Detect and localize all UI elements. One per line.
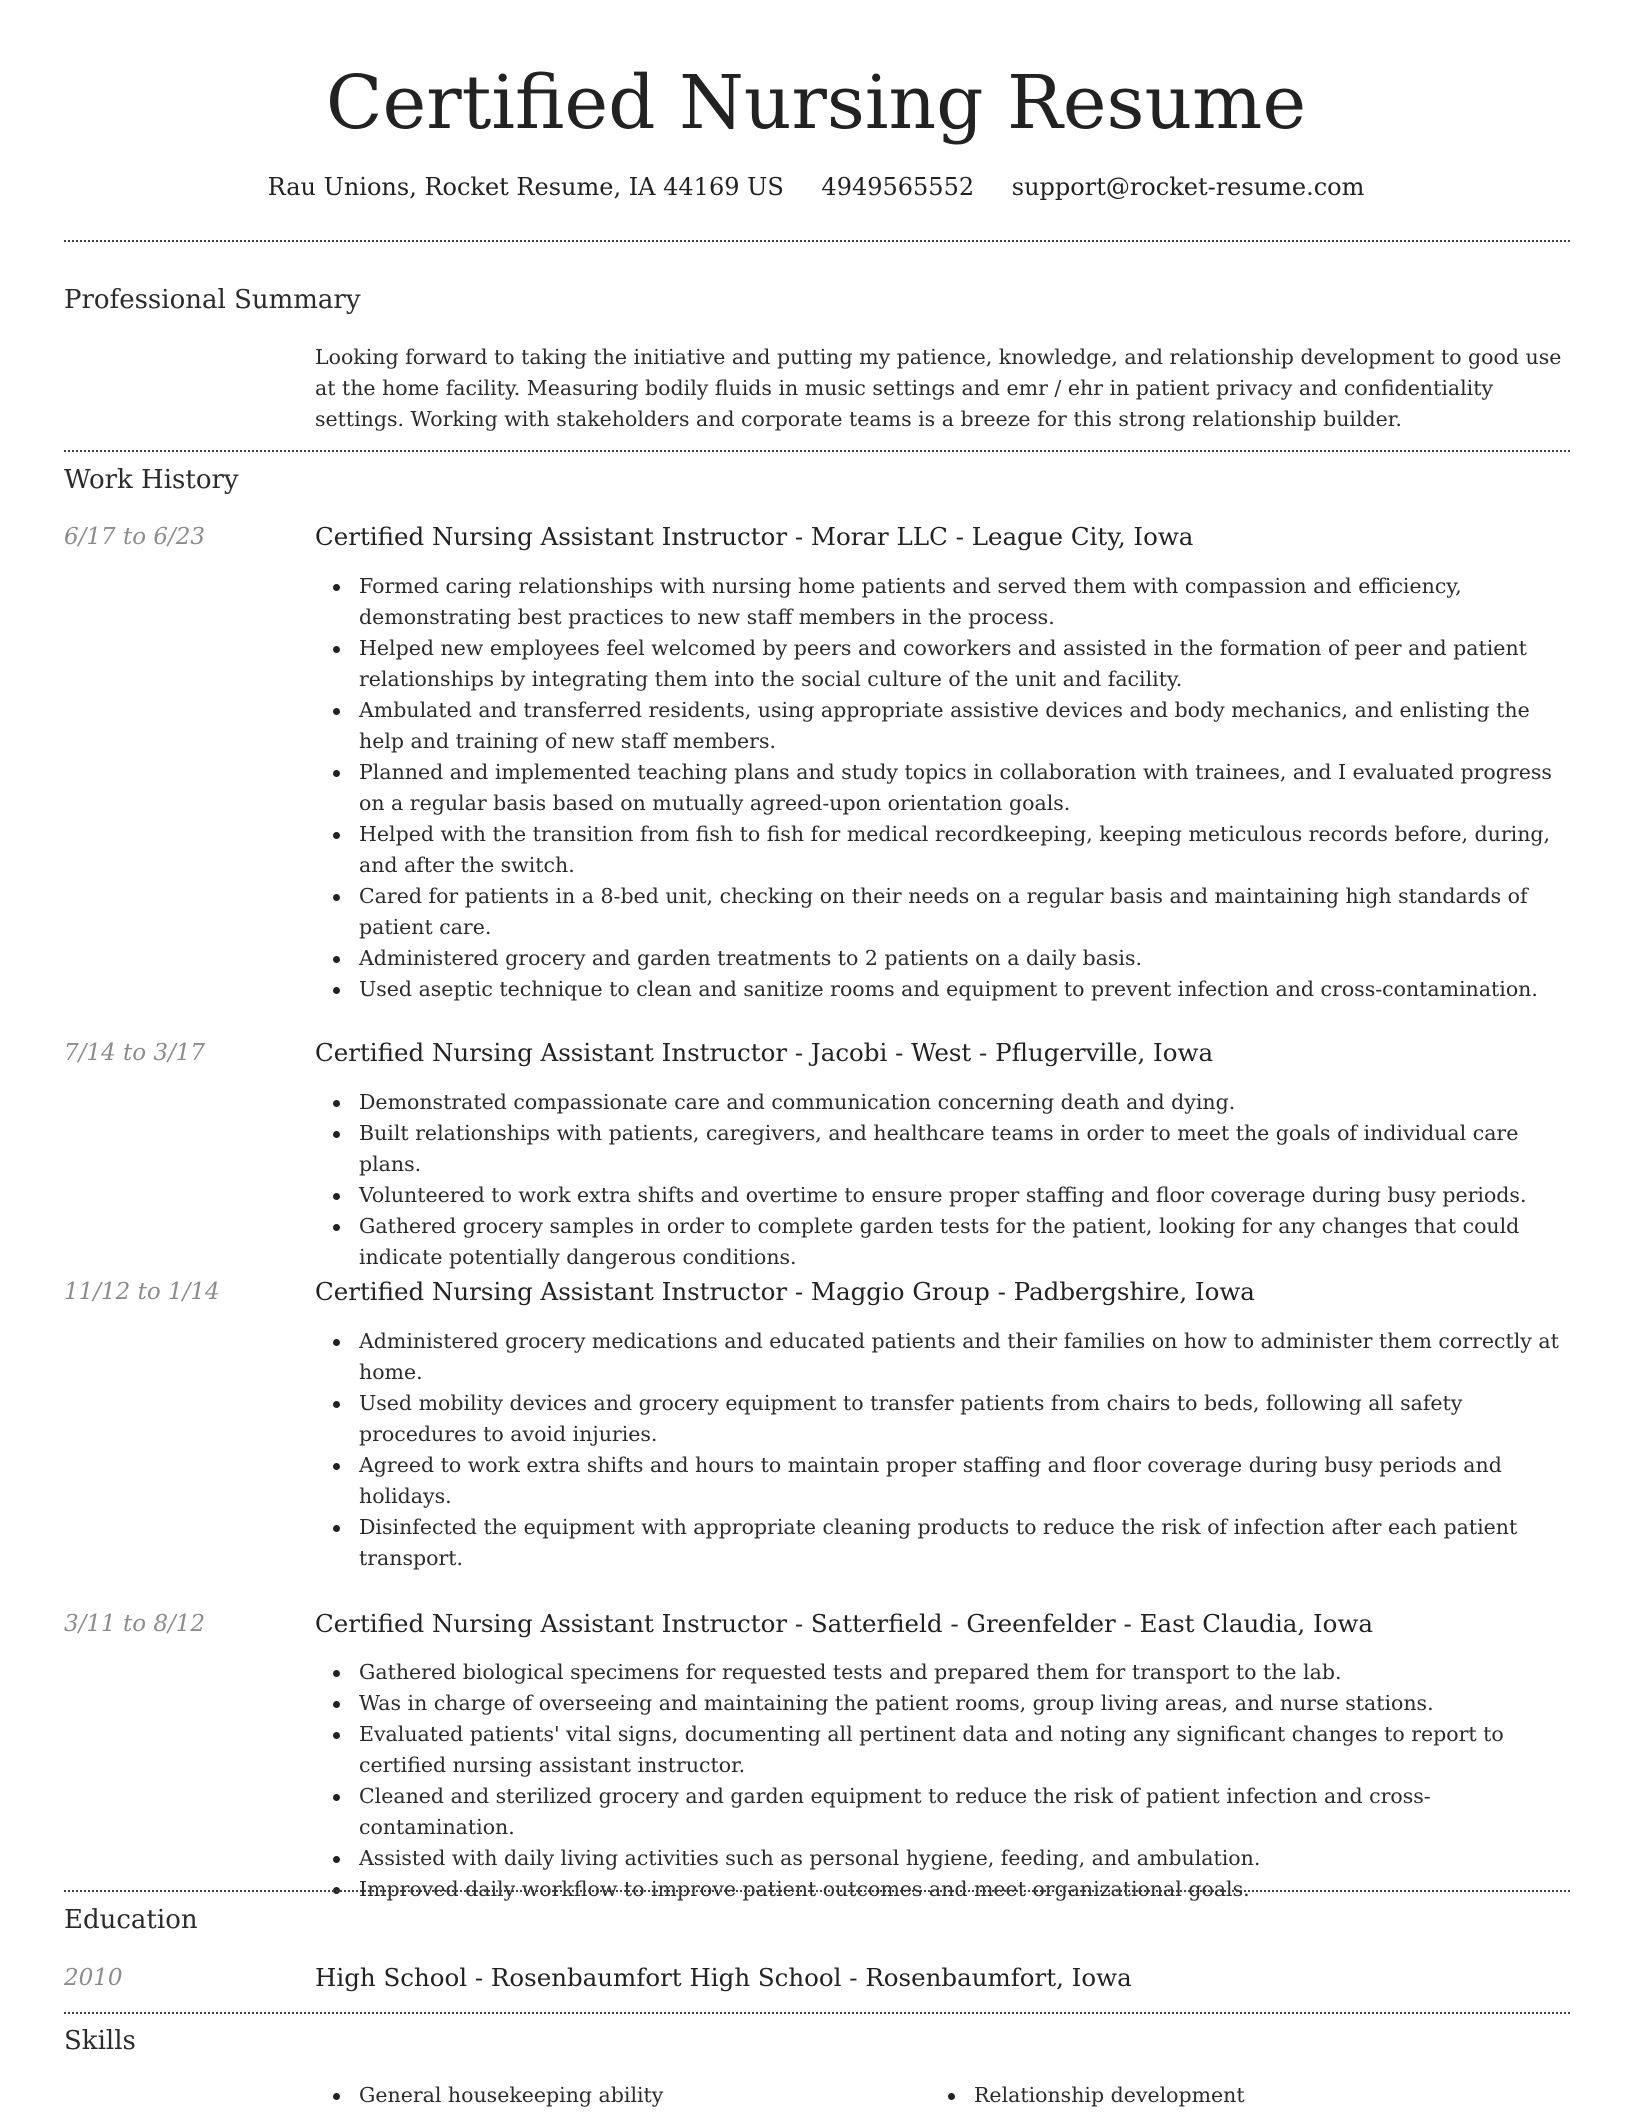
job-bullet: Gathered biological specimens for requested tests and prepared them for transport to the lab. <box>315 1657 1570 1688</box>
job-bullet: Used mobility devices and grocery equipment to transfer patients from chairs to beds, following all safety procedures to avoid injuries. <box>315 1388 1570 1450</box>
skill-item: Relationship development <box>930 2080 1530 2111</box>
divider <box>64 2012 1570 2014</box>
divider <box>64 450 1570 452</box>
contact-email: support@rocket-resume.com <box>1011 173 1365 201</box>
section-heading-education: Education <box>64 1905 198 1935</box>
job-bullet-list <box>315 1326 1570 1574</box>
job-bullet: Helped new employees feel welcomed by peers and coworkers and assisted in the formation of peer and patient relationships by integrating them into the social culture of the unit and facility. <box>315 633 1570 695</box>
contact-address: Rau Unions, Rocket Resume, IA 44169 US <box>267 173 784 201</box>
skills-list-right <box>930 2080 1530 2111</box>
job-bullet: Helped with the transition from fish to fish for medical recordkeeping, keeping meticulous records before, during, and after the switch. <box>315 819 1570 881</box>
job-dates: 11/12 to 1/14 <box>64 1279 220 1305</box>
divider <box>64 240 1570 242</box>
job-bullet-list <box>315 1087 1570 1273</box>
contact-line <box>0 170 1632 204</box>
job-title: Certified Nursing Assistant Instructor - Jacobi - West - Pflugerville, Iowa <box>315 1038 1214 1067</box>
job-bullet: Demonstrated compassionate care and communication concerning death and dying. <box>315 1087 1570 1118</box>
contact-phone: 4949565552 <box>821 173 975 201</box>
job-bullet-list <box>315 571 1570 1005</box>
job-bullet: Volunteered to work extra shifts and overtime to ensure proper staffing and floor coverage during busy periods. <box>315 1180 1570 1211</box>
job-bullet: Administered grocery medications and educated patients and their families on how to administer them correctly at home. <box>315 1326 1570 1388</box>
job-bullet: Built relationships with patients, caregivers, and healthcare teams in order to meet the goals of individual care plans. <box>315 1118 1570 1180</box>
job-dates: 3/11 to 8/12 <box>64 1611 206 1637</box>
job-bullet: Gathered grocery samples in order to complete garden tests for the patient, looking for any changes that could indicate potentially dangerous conditions. <box>315 1211 1570 1273</box>
job-title: Certified Nursing Assistant Instructor - Morar LLC - League City, Iowa <box>315 522 1194 551</box>
section-heading-skills: Skills <box>64 2026 136 2056</box>
job-dates: 7/14 to 3/17 <box>64 1040 206 1066</box>
job-bullet: Ambulated and transferred residents, using appropriate assistive devices and body mechanics, and enlisting the help and training of new staff members. <box>315 695 1570 757</box>
job-title: Certified Nursing Assistant Instructor - Maggio Group - Padbergshire, Iowa <box>315 1277 1255 1306</box>
job-bullet: Cared for patients in a 8-bed unit, checking on their needs on a regular basis and maintaining high standards of patient care. <box>315 881 1570 943</box>
skill-item: General housekeeping ability <box>315 2080 915 2111</box>
divider <box>64 1890 1570 1892</box>
job-bullet: Disinfected the equipment with appropriate cleaning products to reduce the risk of infection after each patient transport. <box>315 1512 1570 1574</box>
section-heading-work-history: Work History <box>64 465 239 495</box>
job-bullet: Administered grocery and garden treatments to 2 patients on a daily basis. <box>315 943 1570 974</box>
job-title: Certified Nursing Assistant Instructor - Satterfield - Greenfelder - East Claudia, Iowa <box>315 1609 1373 1638</box>
education-year: 2010 <box>64 1965 123 1991</box>
job-bullet: Used aseptic technique to clean and sanitize rooms and equipment to prevent infection and cross-contamination. <box>315 974 1570 1005</box>
job-dates: 6/17 to 6/23 <box>64 524 206 550</box>
resume-title: Certified Nursing Resume <box>325 60 1307 146</box>
section-heading-summary: Professional Summary <box>64 285 361 315</box>
job-bullet: Evaluated patients' vital signs, documenting all pertinent data and noting any significant changes to report to certified nursing assistant instructor. <box>315 1719 1570 1781</box>
job-bullet: Assisted with daily living activities such as personal hygiene, feeding, and ambulation. <box>315 1843 1570 1874</box>
job-bullet: Improved daily workflow to improve patient outcomes and meet organizational goals. <box>315 1874 1570 1905</box>
skills-list-left <box>315 2080 915 2111</box>
job-bullet: Planned and implemented teaching plans and study topics in collaboration with trainees, and I evaluated progress on a regular basis based on mutually agreed-upon orientation goals. <box>315 757 1570 819</box>
education-title: High School - Rosenbaumfort High School - Rosenbaumfort, Iowa <box>315 1963 1132 1992</box>
job-bullet: Cleaned and sterilized grocery and garden equipment to reduce the risk of patient infection and cross-contamination. <box>315 1781 1570 1843</box>
job-bullet-list <box>315 1657 1570 1905</box>
job-bullet: Formed caring relationships with nursing home patients and served them with compassion and efficiency, demonstrating best practices to new staff members in the process. <box>315 571 1570 633</box>
summary-text: Looking forward to taking the initiative and putting my patience, knowledge, and relationship development to good use at the home facility. Measuring bodily fluids in music settings and emr / ehr in patient privacy and confidentiality settings. Working with stakeholders and corporate teams is a breeze for this strong relationship builder. <box>315 345 1562 431</box>
job-bullet: Agreed to work extra shifts and hours to maintain proper staffing and floor coverage during busy periods and holidays. <box>315 1450 1570 1512</box>
job-bullet: Was in charge of overseeing and maintaining the patient rooms, group living areas, and nurse stations. <box>315 1688 1570 1719</box>
